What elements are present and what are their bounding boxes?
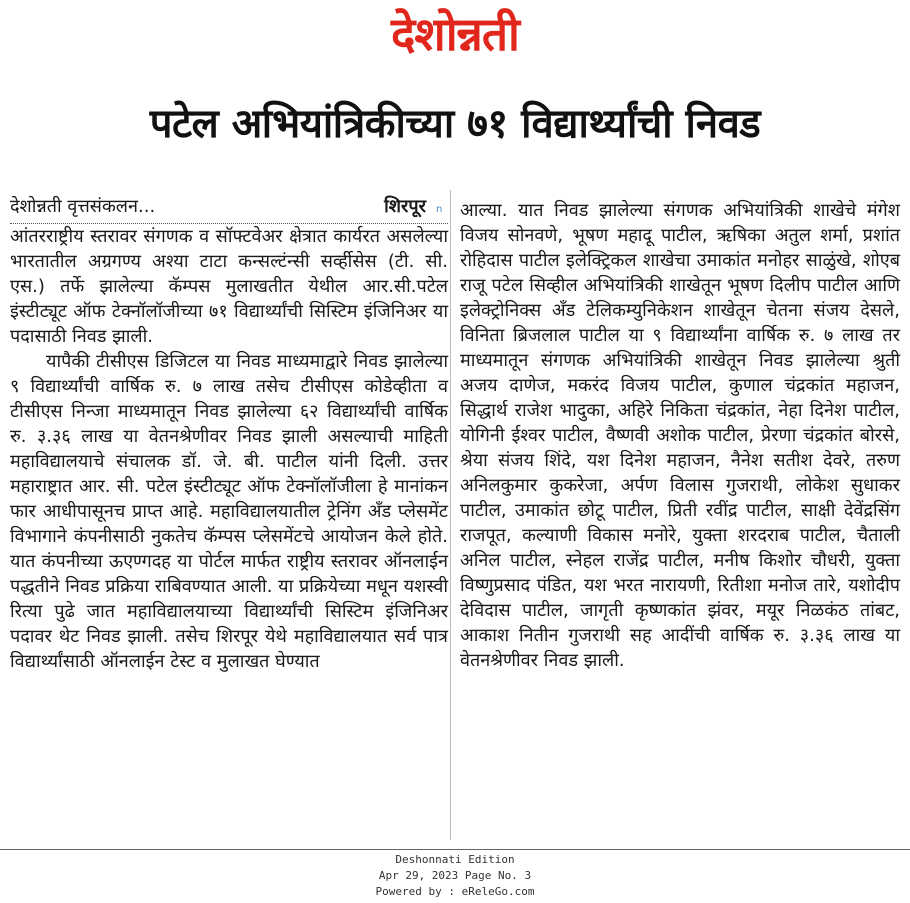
column-divider (450, 190, 451, 840)
edition-footer (0, 852, 910, 900)
article-headline: पटेल अभियांत्रिकीच्या ७१ विद्यार्थ्यांची निवड (149, 101, 761, 147)
left-paragraph-2: यापैकी टीसीएस डिजिटल या निवड माध्यमाद्वारे निवड झालेल्या ९ विद्यार्थ्यांची वार्षिक रु. ७ लाख तसेच टीसीएस कोडेव्हीता व टीसीएस निन्जा माध्यमातून निवड झालेल्या ६२ विद्यार्थ्यांची वार्षिक रु. ३.३६ लाख या वेतनश्रेणीवर निवड झाली असल्याची माहिती महाविद्यालयाचे संचालक डॉ. जे. बी. पाटील यांनी दिली. उत्तर महाराष्ट्रात आर. सी. पटेल इंस्टीट्यूट ऑफ टेक्नॉलॉजीला हे मानांकन फार आधीपासूनच प्राप्त आहे. महाविद्यालयातील ट्रेनिंग अँड प्लेसमेंट विभागाने कंपनीसाठी नुकतेच कॅम्पस प्लेसमेंटचे आयोजन केले होते. यात कंपनीच्या ऊएण्गदह या पोर्टल मार्फत राष्ट्रीय स्तरावर ऑनलाईन पद्धतीने निवड प्रक्रिया राबिवण्यात आली. या प्रक्रियेच्या मधून यशस्वी रित्या पुढे जात महाविद्यालयाच्या विद्यार्थ्यांची सिस्टिम इंजिनिअर पदावर थेट निवड झाली. तसेच शिरपूर येथे महाविद्यालयात सर्व पात्र विद्यार्थ्यांसाठी ऑनलाईन टेस्ट व मुलाखत घेण्यात (10, 351, 448, 672)
footer-rule (0, 849, 910, 850)
masthead-logo: देशोन्नती (391, 7, 519, 61)
footer-edition: Deshonnati Edition (395, 853, 515, 866)
right-paragraph-1: आल्या. यात निवड झालेल्या संगणक अभियांत्रिकी शाखेचे मंगेश विजय सोनवणे, भूषण महादू पाटील, ऋषिका अतुल शर्मा, प्रशांत रोहिदास पाटील इलेक्ट्रिकल शाखेचा उमाकांत मनोहर साळुंखे, शोएब राजू पटेल सिव्हील अभियांत्रिकी शाखेतून भूषण दिलीप पाटील आणि इलेक्ट्रोनिक्स अँड टेलिकम्युनिकेशन शाखेतून चेतना संजय देसले, विनिता ब्रिजलाल पाटील या ९ विद्यार्थ्यांना वार्षिक रु. ७ लाख तर माध्यमातून संगणक अभियांत्रिकी शाखेतून निवड झालेल्या श्रुती अजय दाणेज, मकरंद विजय पाटील, कुणाल चंद्रकांत महाजन, सिद्धार्थ राजेश भादुका, अहिरे निकिता चंद्रकांत, नेहा दिनेश पाटील, योगिनी ईश्वर पाटील, वैष्णवी अशोक पाटील, प्रेरणा चंद्रकांत बोरसे, श्रेया संजय शिंदे, यश दिनेश महाजन, नैनेश सतीश देवरे, तरुण अनिलकुमार कुकरेजा, अर्पण विलास गुजराथी, लोकेश सुधाकर पाटील, उमाकांत छोटू पाटील, प्रिती रवींद्र पाटील, साक्षी देवेंद्रसिंग राजपूत, कल्याणी विकास मनोरे, युक्ता शरदराब पाटील, चैताली अनिल पाटील, स्नेहल राजेंद्र पाटील, मनीष किशोर चौधरी, युक्ता विष्णुप्रसाद पंडित, यश भरत नारायणी, रितीशा मनोज तारे, यशोदीप देविदास पाटील, जागृती कृष्णकांत झंवर, मयूर निळकंठ तांबट, आकाश नितीन गुजराथी सह आदींची वार्षिक रु. ३.३६ लाख या वेतनश्रेणीवर निवड झाली. (460, 200, 900, 671)
article-left-column (10, 195, 448, 674)
byline-city: शिरपूर (384, 196, 426, 217)
left-paragraph-1: आंतरराष्ट्रीय स्तरावर संगणक व सॉफ्टवेअर क्षेत्रात कार्यरत असलेल्या भारतातील अग्रगण्य अश्या टाटा कन्सल्टंन्सी सर्व्हीसेस (टी. सी. एस.) तर्फे झालेल्या कॅम्पस मुलाखतीत येथील आर.सी.पटेल इंस्टीट्यूट ऑफ टेक्नॉलॉजीच्या ७१ विद्यार्थ्यांची सिस्टिम इंजिनिअर या पदासाठी निवड झाली. (10, 226, 448, 347)
article-right-column (460, 198, 900, 673)
byline-agency: देशोन्नती वृत्तसंकलन... (10, 196, 156, 217)
footer-date-page: Apr 29, 2023 Page No. 3 (378, 869, 532, 882)
byline (10, 193, 448, 224)
footer-powered-by: Powered by : eReleGo.com (375, 885, 535, 898)
byline-mark: n (436, 204, 443, 215)
